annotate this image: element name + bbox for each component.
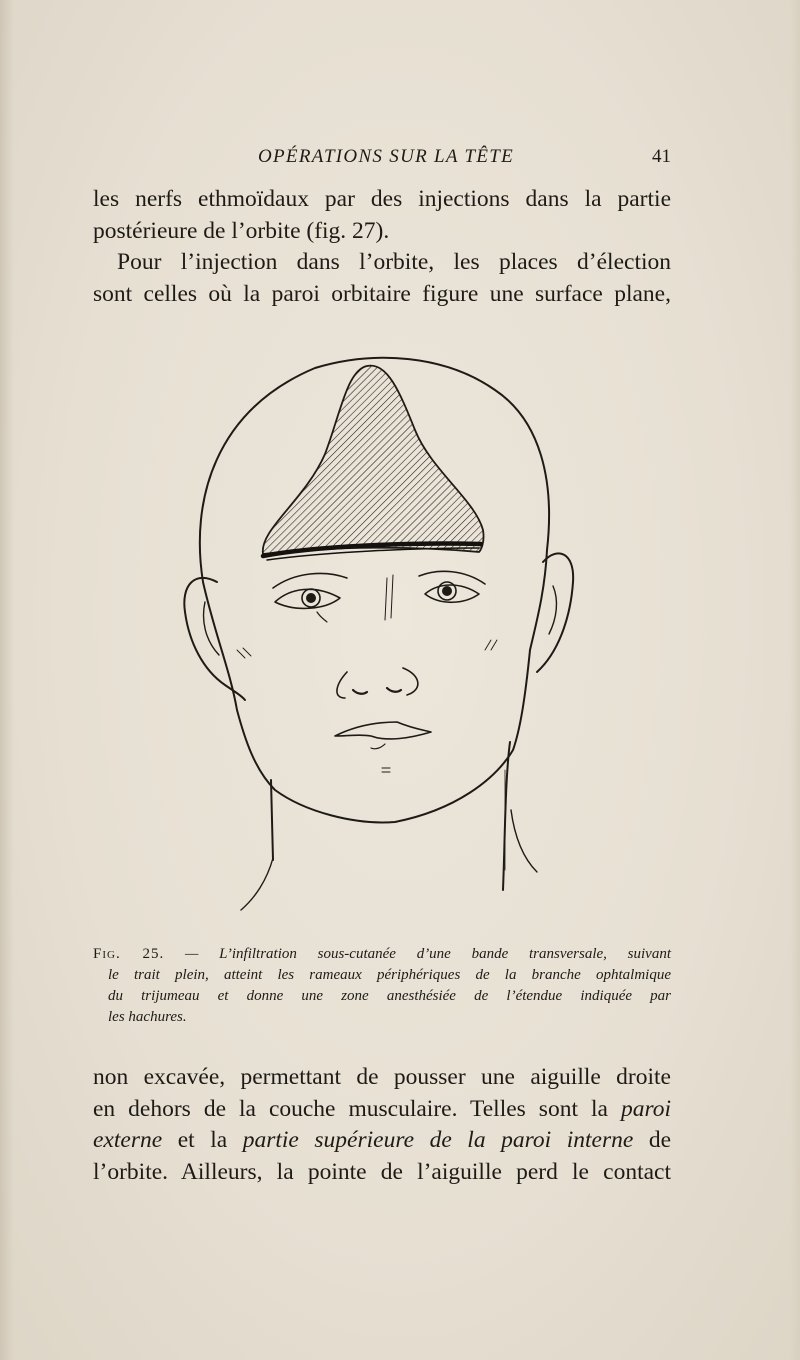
italic-run: externe — [93, 1127, 163, 1153]
text-run: et la — [162, 1127, 243, 1153]
caption-line: les hachures. — [108, 1009, 187, 1025]
text-line: l’orbite. Ailleurs, la pointe de l’aiguille perd le contact — [93, 1158, 671, 1185]
page-edge-shadow — [790, 0, 800, 1360]
text-line — [93, 1125, 671, 1157]
nose — [337, 668, 418, 698]
text-line: sont celles où la paroi orbitaire figure une surface plane, — [93, 280, 671, 307]
mouth — [335, 722, 431, 739]
text-line: les nerfs ethmoïdaux par des injections dans la partie — [93, 186, 671, 212]
caption-line: du trijumeau et donne une zone anesthésiée de l’étendue indiquée par — [108, 988, 671, 1004]
right-ear — [537, 553, 573, 672]
left-ear — [184, 578, 245, 700]
figure-label: Fig. 25. — [93, 946, 165, 962]
head-illustration — [175, 350, 595, 930]
italic-run: partie supérieure de la paroi interne — [242, 1127, 634, 1153]
head-drawing-svg — [175, 350, 595, 930]
paragraph-bottom — [93, 1062, 671, 1188]
caption-dash: — — [164, 946, 220, 962]
page-gutter-shadow — [0, 0, 14, 1360]
caption-text: L’infiltration sous-cutanée d’une bande transversale, suivant — [219, 946, 672, 962]
caption-line: le trait plein, atteint les rameaux périphériques de la branche ophtalmique — [108, 967, 671, 983]
running-title: OPÉRATIONS SUR LA TÊTE — [258, 146, 515, 167]
text-run: de — [633, 1127, 672, 1153]
left-brow — [273, 573, 347, 588]
page-number: 41 — [652, 146, 671, 167]
text-line: Pour l’injection dans l’orbite, les places d’élection — [117, 249, 671, 275]
italic-run: paroi — [620, 1095, 671, 1122]
text-line: non excavée, permettant de pousser une aiguille droite — [93, 1064, 671, 1090]
text-run: en dehors de la couche musculaire. Telles sont la — [93, 1095, 621, 1122]
neck-left — [271, 780, 273, 860]
text-line — [93, 1094, 671, 1126]
paragraph-top — [93, 184, 671, 310]
right-brow — [419, 571, 485, 584]
caption-line — [93, 944, 671, 965]
figure-caption — [93, 944, 671, 1028]
text-line: postérieure de l’orbite (fig. 27). — [93, 217, 390, 244]
hatched-anesthesia-zone — [263, 366, 484, 554]
right-eye — [425, 585, 479, 602]
